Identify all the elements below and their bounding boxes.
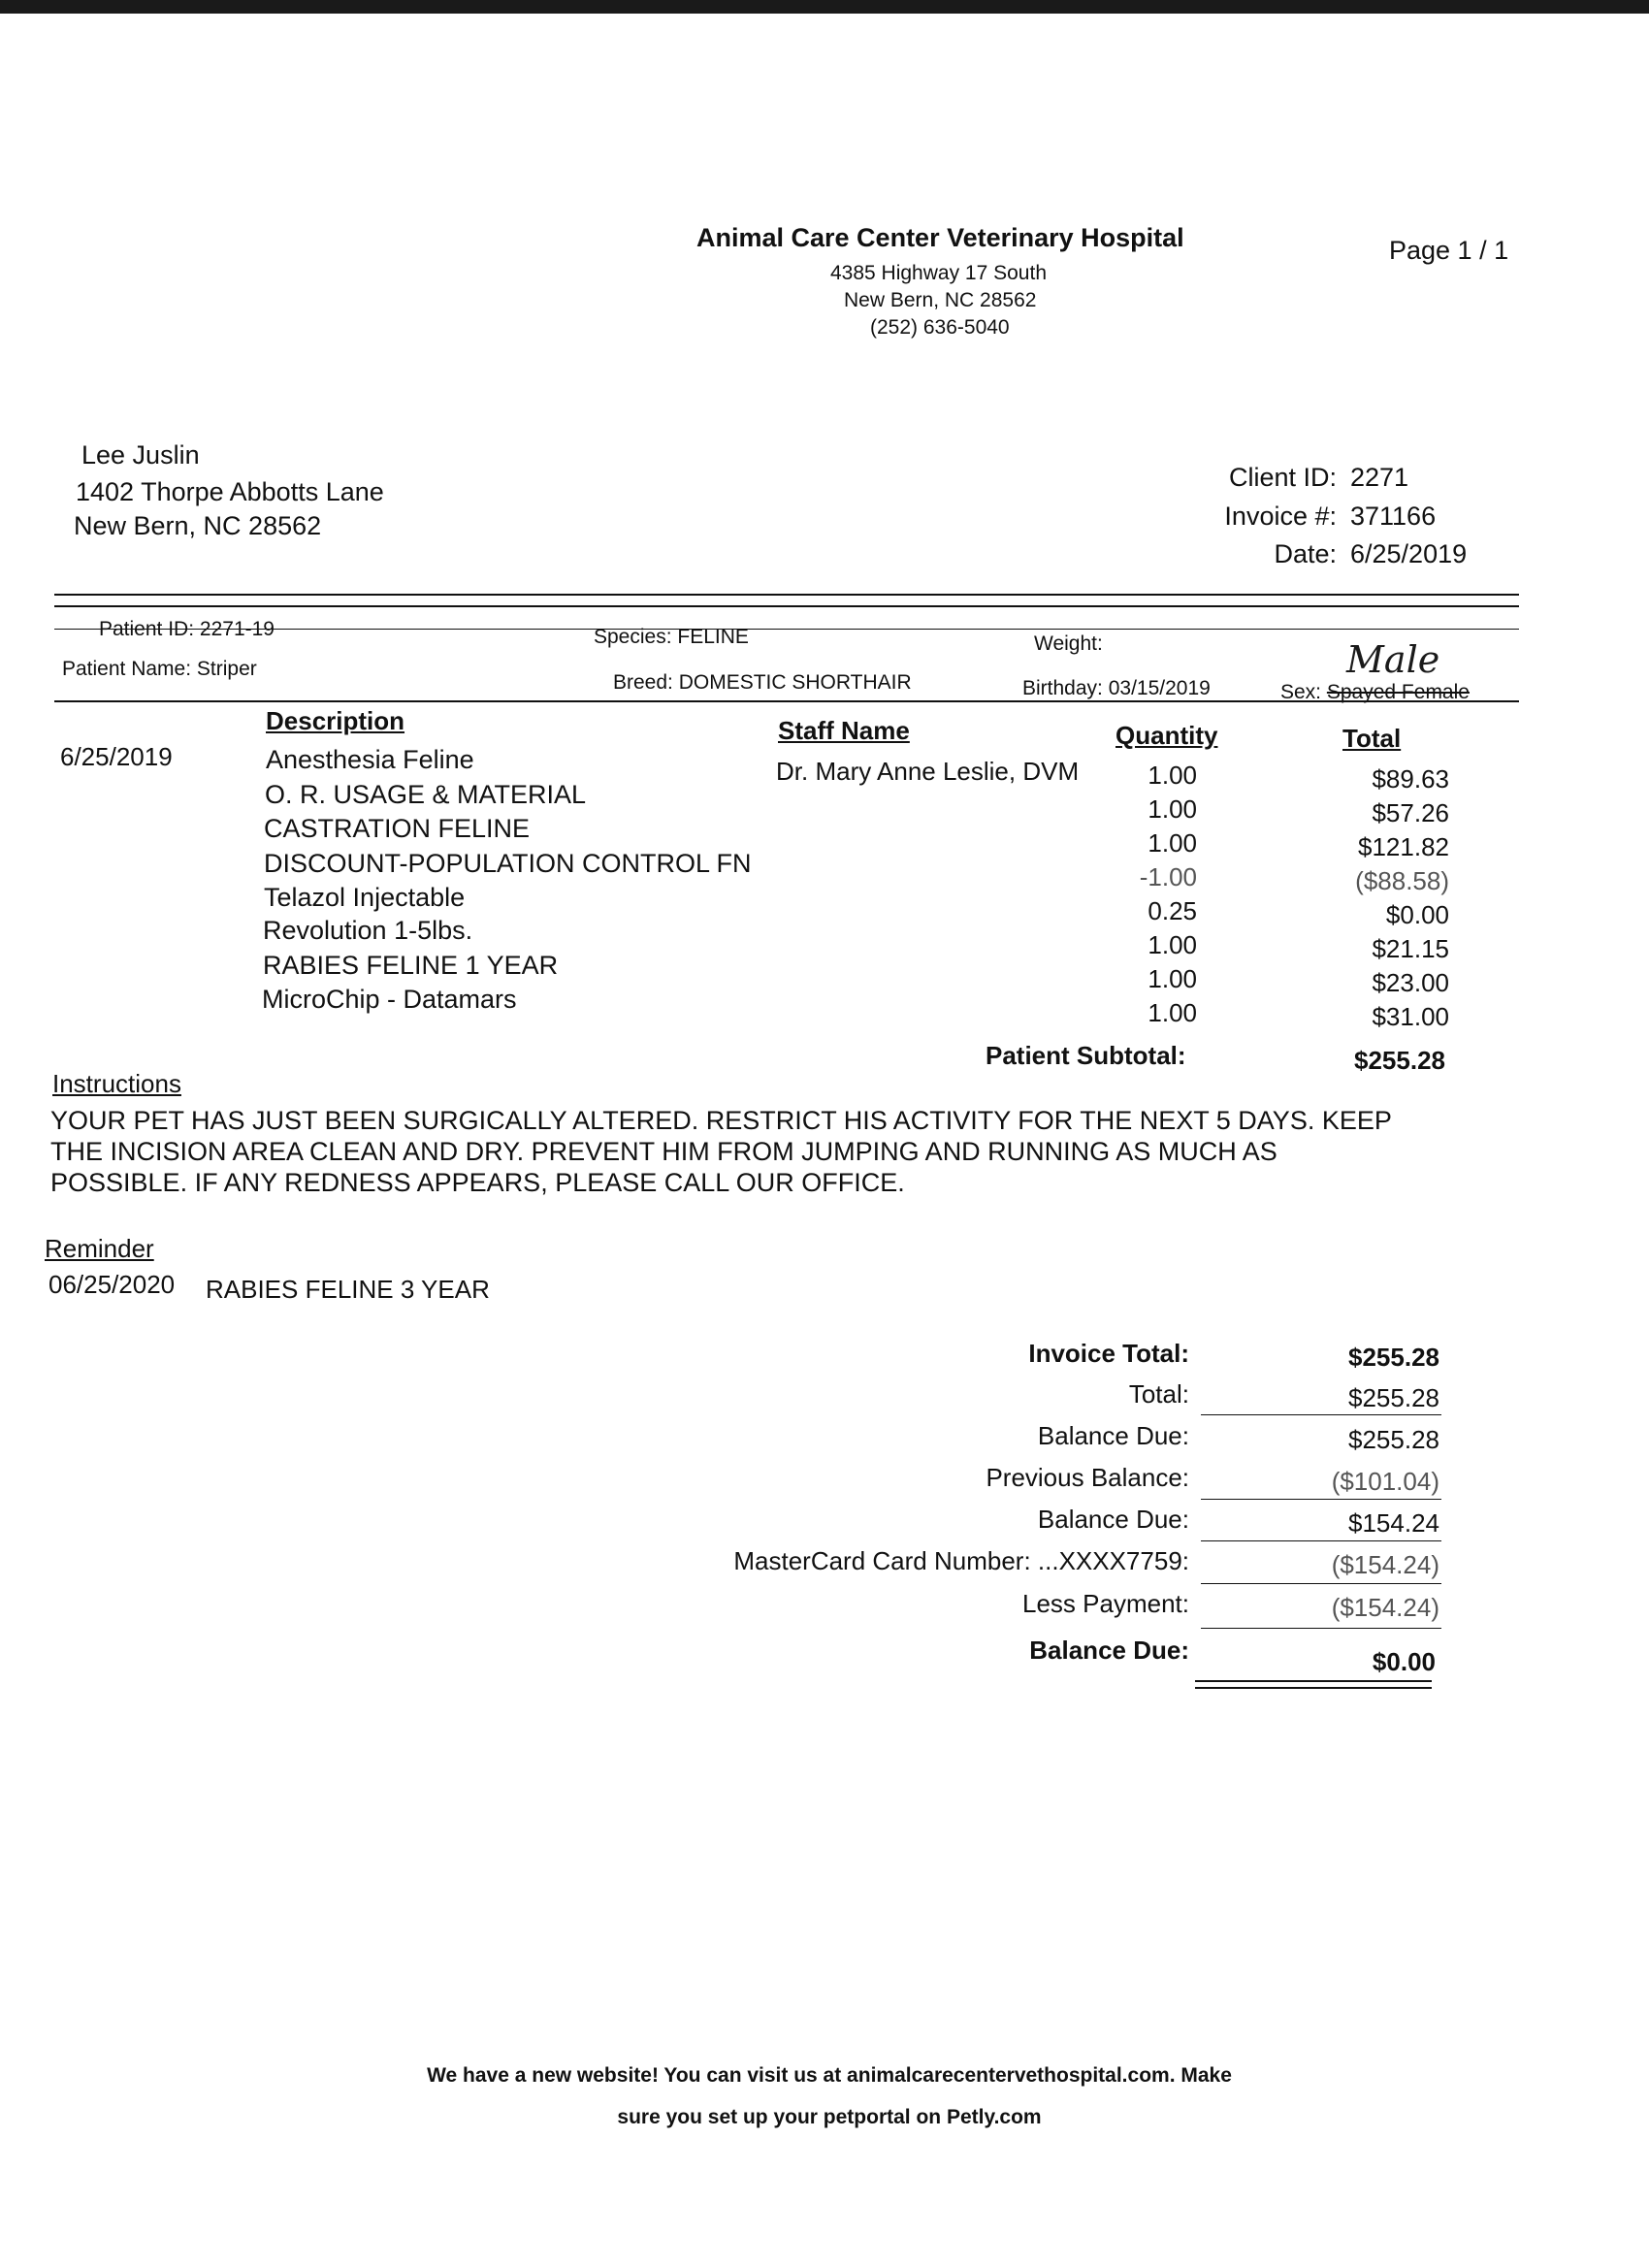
totals-value-card-payment: ($154.24) (1331, 1550, 1439, 1579)
item-description: O. R. USAGE & MATERIAL (265, 780, 587, 809)
clinic-address-line1: 4385 Highway 17 South (830, 262, 1047, 284)
item-description: Revolution 1-5lbs. (263, 916, 473, 945)
item-quantity: -1.00 (1139, 862, 1197, 891)
col-header-staff: Staff Name (778, 716, 910, 745)
reminder-text: RABIES FELINE 3 YEAR (206, 1275, 490, 1304)
totals-label-final-balance-due: Balance Due: (1029, 1636, 1189, 1665)
client-id-value: 2271 (1350, 463, 1409, 492)
item-total: $89.63 (1372, 764, 1449, 794)
totals-value-previous-balance: ($101.04) (1331, 1467, 1439, 1496)
species-value: FELINE (677, 626, 749, 648)
item-quantity: 1.00 (1148, 828, 1197, 858)
invoice-date-label: Date: (1274, 539, 1337, 568)
item-total: $23.00 (1372, 968, 1449, 997)
patient-id-label: Patient ID: (99, 618, 195, 640)
instructions-line: POSSIBLE. IF ANY REDNESS APPEARS, PLEASE CALL OUR OFFICE. (50, 1168, 905, 1197)
species-label: Species: (594, 626, 672, 648)
totals-value-balance-due: $154.24 (1348, 1508, 1439, 1538)
totals-value-invoice-total: $255.28 (1348, 1343, 1439, 1372)
instructions-heading: Instructions (52, 1069, 181, 1098)
patient-subtotal-label: Patient Subtotal: (986, 1041, 1186, 1070)
patient-name-field (62, 658, 257, 681)
scan-top-edge (0, 0, 1649, 14)
item-description: DISCOUNT-POPULATION CONTROL FN (264, 849, 752, 878)
totals-rule (1201, 1628, 1441, 1629)
item-date: 6/25/2019 (60, 742, 173, 771)
breed-value: DOMESTIC SHORTHAIR (678, 671, 912, 694)
totals-label-balance-due: Balance Due: (1037, 1421, 1189, 1450)
item-quantity: 1.00 (1148, 964, 1197, 993)
sex-struck-value: Spayed Female (1326, 681, 1470, 703)
footer-line: sure you set up your petportal on Petly.com (617, 2106, 1042, 2128)
item-description: MicroChip - Datamars (262, 985, 517, 1014)
birthday-value: 03/15/2019 (1108, 677, 1211, 699)
birthday-field (1022, 677, 1211, 700)
totals-double-rule (1195, 1680, 1432, 1682)
patient-subtotal-value: $255.28 (1354, 1046, 1445, 1075)
client-city: New Bern, NC 28562 (74, 511, 322, 540)
item-description: RABIES FELINE 1 YEAR (263, 951, 559, 980)
totals-rule (1201, 1414, 1441, 1415)
staff-name: Dr. Mary Anne Leslie, DVM (776, 757, 1080, 786)
reminder-date: 06/25/2020 (48, 1270, 176, 1299)
invoice-date-value: 6/25/2019 (1350, 539, 1468, 568)
page-number: Page 1 / 1 (1389, 236, 1509, 265)
breed-label: Breed: (613, 671, 673, 694)
item-total: ($88.58) (1355, 866, 1449, 895)
totals-label-less-payment: Less Payment: (1022, 1589, 1189, 1618)
weight-field (1034, 632, 1103, 656)
totals-label-previous-balance: Previous Balance: (986, 1463, 1189, 1492)
instructions-line: THE INCISION AREA CLEAN AND DRY. PREVENT HIM FROM JUMPING AND RUNNING AS MUCH AS (50, 1137, 1277, 1166)
totals-label-total: Total: (1128, 1379, 1189, 1409)
totals-rule (1201, 1499, 1441, 1500)
totals-double-rule (1195, 1687, 1432, 1689)
item-quantity: 1.00 (1148, 794, 1197, 824)
col-header-total: Total (1342, 724, 1402, 753)
client-id-label: Client ID: (1228, 463, 1337, 492)
clinic-address-line2: New Bern, NC 28562 (844, 289, 1037, 311)
sex-label: Sex: (1280, 681, 1322, 703)
item-description: CASTRATION FELINE (264, 814, 531, 843)
patient-name-label: Patient Name: (62, 658, 192, 680)
totals-rule (1201, 1583, 1441, 1584)
totals-label-card-number: MasterCard Card Number: ...XXXX7759: (733, 1546, 1189, 1575)
item-total: $121.82 (1358, 832, 1449, 861)
reminder-heading: Reminder (45, 1234, 154, 1263)
patient-name-value: Striper (196, 658, 257, 680)
item-quantity: 1.00 (1148, 998, 1197, 1027)
instructions-line: YOUR PET HAS JUST BEEN SURGICALLY ALTERED. RESTRICT HIS ACTIVITY FOR THE NEXT 5 DAYS. KEEP (50, 1106, 1392, 1135)
divider-line (54, 700, 1519, 702)
item-total: $57.26 (1372, 798, 1449, 827)
patient-id-value: 2271-19 (199, 618, 275, 640)
client-street: 1402 Thorpe Abbotts Lane (76, 477, 384, 506)
footer-line: We have a new website! You can visit us at animalcarecentervethospital.com. Make (427, 2064, 1232, 2087)
item-total: $21.15 (1372, 934, 1449, 963)
clinic-phone: (252) 636-5040 (870, 316, 1010, 339)
item-quantity: 1.00 (1148, 930, 1197, 959)
birthday-label: Birthday: (1022, 677, 1103, 699)
item-description: Anesthesia Feline (266, 745, 474, 774)
item-total: $0.00 (1385, 900, 1449, 929)
totals-label-invoice-total: Invoice Total: (1028, 1339, 1189, 1368)
col-header-description: Description (266, 706, 405, 735)
totals-value-balance-due: $255.28 (1348, 1425, 1439, 1454)
invoice-number-value: 371166 (1350, 502, 1437, 531)
clinic-name: Animal Care Center Veterinary Hospital (696, 223, 1184, 252)
patient-id-field (99, 618, 275, 641)
item-quantity: 1.00 (1148, 761, 1197, 790)
item-description: Telazol Injectable (264, 883, 466, 912)
divider-line (54, 605, 1519, 607)
totals-rule (1201, 1540, 1441, 1541)
col-header-quantity: Quantity (1116, 721, 1218, 750)
totals-value-final-balance-due: $0.00 (1372, 1647, 1436, 1676)
sex-handwritten-correction: Male (1346, 638, 1440, 681)
totals-value-total: $255.28 (1348, 1383, 1439, 1412)
totals-value-less-payment: ($154.24) (1331, 1593, 1439, 1622)
item-quantity: 0.25 (1148, 896, 1197, 925)
totals-label-balance-due: Balance Due: (1037, 1505, 1189, 1534)
species-field (594, 626, 749, 649)
weight-label: Weight: (1034, 632, 1103, 655)
invoice-number-label: Invoice #: (1224, 502, 1337, 531)
divider-line (54, 594, 1519, 596)
breed-field (613, 671, 912, 695)
item-total: $31.00 (1372, 1002, 1449, 1031)
client-name: Lee Juslin (81, 440, 200, 470)
